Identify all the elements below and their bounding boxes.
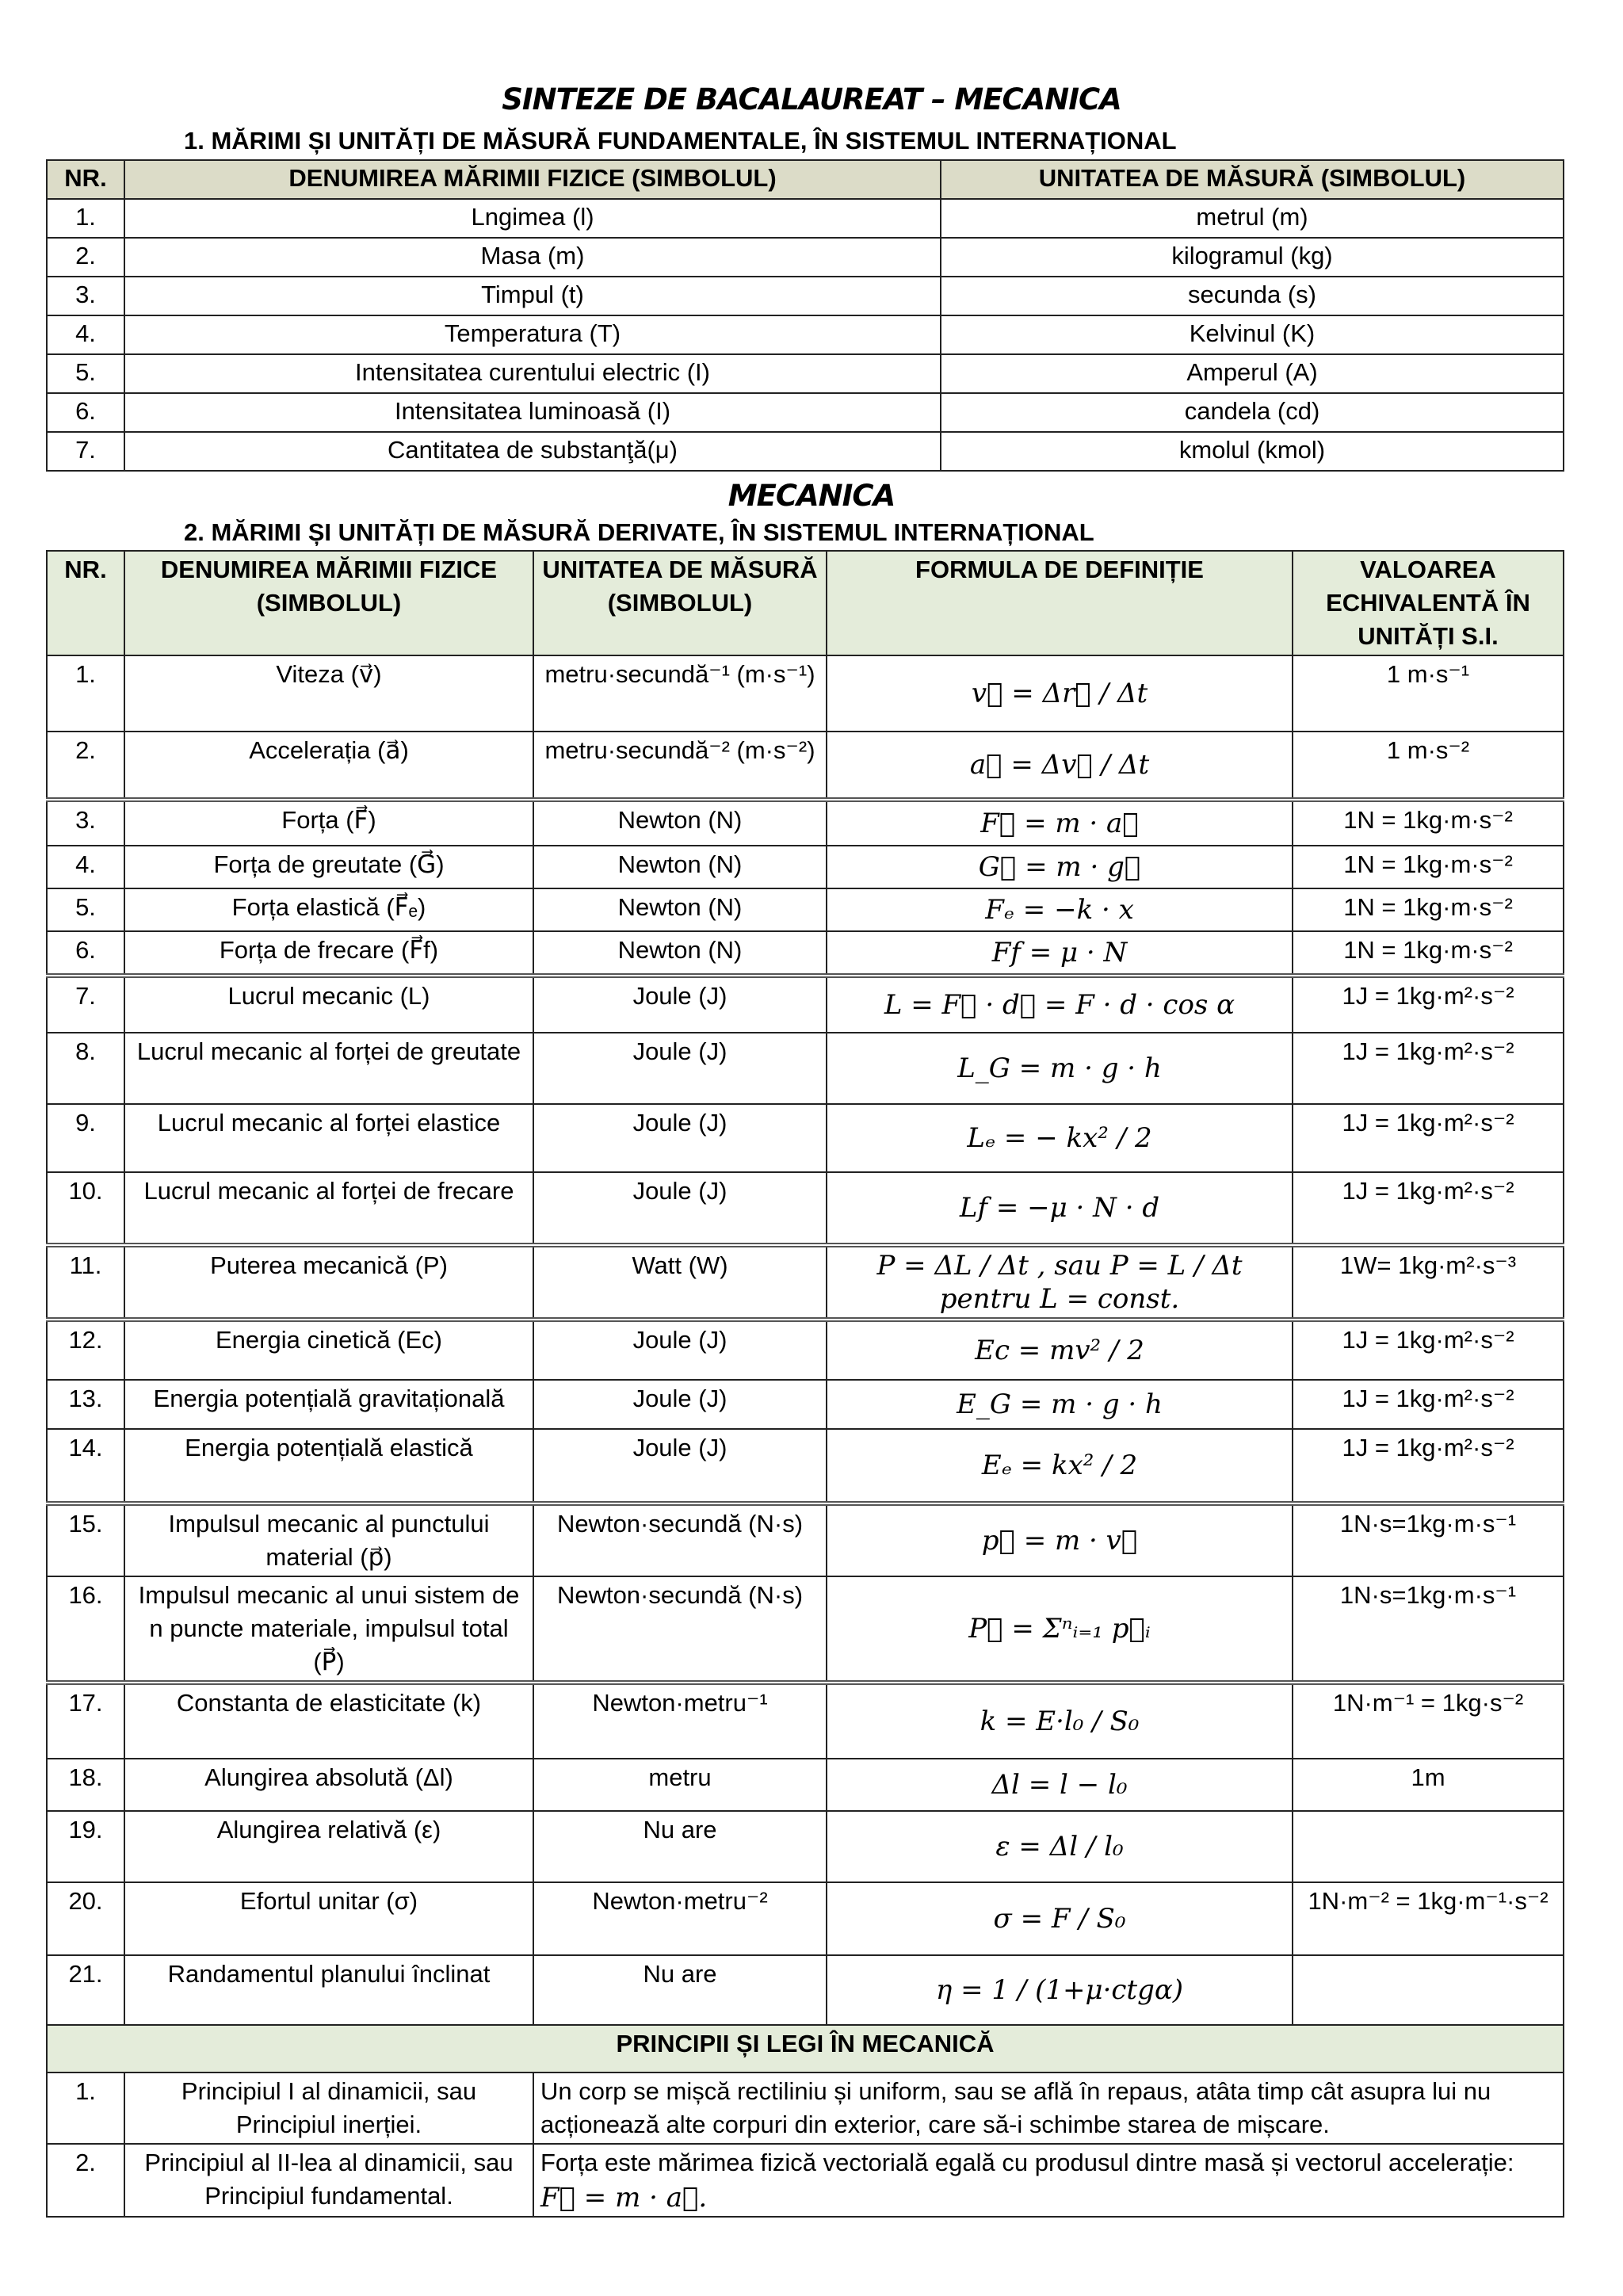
- cell-unit: Newton·secundă (N·s): [533, 1576, 827, 1683]
- cell-si-value: 1 m·s⁻²: [1293, 732, 1564, 800]
- cell-principle-text: [533, 2144, 1564, 2217]
- cell-quantity: Lucrul mecanic al forței de greutate: [124, 1033, 533, 1104]
- cell-unit: kmolul (kmol): [941, 432, 1564, 471]
- derived-units-table: [46, 550, 1564, 2218]
- cell-unit: Newton (N): [533, 931, 827, 976]
- cell-formula: P = ΔL / Δt , sau P = L / Δt pentru L = const.: [827, 1245, 1293, 1320]
- table-row: [47, 277, 1564, 315]
- cell-si-value: 1J = 1kg·m²·s⁻²: [1293, 1172, 1564, 1245]
- table-row: [47, 1811, 1564, 1882]
- cell-quantity: Randamentul planului înclinat: [124, 1955, 533, 2025]
- cell-quantity: Intensitatea curentului electric (I): [124, 354, 941, 393]
- cell-quantity: Puterea mecanică (P): [124, 1245, 533, 1320]
- cell-nr: 1.: [47, 199, 124, 238]
- table-row: [47, 1380, 1564, 1429]
- cell-si-value: 1J = 1kg·m²·s⁻²: [1293, 1104, 1564, 1172]
- cell-nr: 1.: [47, 655, 124, 732]
- cell-si-value: 1 m·s⁻¹: [1293, 655, 1564, 732]
- table-row: [47, 846, 1564, 888]
- cell-nr: 18.: [47, 1759, 124, 1811]
- principle-text: Forța este mărimea fizică vectorială egală cu produsul dintre masă și vectorul accelerație:: [540, 2149, 1514, 2176]
- cell-nr: 3.: [47, 800, 124, 846]
- cell-si-value: 1N·m⁻² = 1kg·m⁻¹·s⁻²: [1293, 1882, 1564, 1955]
- cell-unit: Amperul (A): [941, 354, 1564, 393]
- cell-formula: p⃗ = m · v⃗: [827, 1503, 1293, 1576]
- section1-heading: 1. MĂRIMI ȘI UNITĂȚI DE MĂSURĂ FUNDAMENTALE, ÎN SISTEMUL INTERNAȚIONAL: [184, 127, 1177, 155]
- cell-quantity: Lngimea (l): [124, 199, 941, 238]
- cell-quantity: Viteza (v⃗): [124, 655, 533, 732]
- cell-quantity: Constanta de elasticitate (k): [124, 1683, 533, 1759]
- cell-nr: 3.: [47, 277, 124, 315]
- cell-si-value: 1N·s=1kg·m·s⁻¹: [1293, 1503, 1564, 1576]
- cell-nr: 12.: [47, 1320, 124, 1380]
- cell-nr: 6.: [47, 931, 124, 976]
- header-quantity: DENUMIREA MĂRIMII FIZICE (SIMBOLUL): [124, 160, 941, 199]
- cell-unit: metru·secundă⁻² (m·s⁻²): [533, 732, 827, 800]
- table-row: [47, 800, 1564, 846]
- cell-nr: 19.: [47, 1811, 124, 1882]
- table-row: [47, 1429, 1564, 1503]
- cell-nr: 4.: [47, 315, 124, 354]
- cell-unit: Newton·secundă (N·s): [533, 1503, 827, 1576]
- cell-nr: 5.: [47, 354, 124, 393]
- cell-nr: 21.: [47, 1955, 124, 2025]
- table-row: [47, 732, 1564, 800]
- table-row: [47, 238, 1564, 277]
- cell-si-value: [1293, 1811, 1564, 1882]
- cell-nr: 5.: [47, 888, 124, 931]
- cell-unit: Nu are: [533, 1955, 827, 2025]
- table-row: [47, 1245, 1564, 1320]
- cell-nr: 9.: [47, 1104, 124, 1172]
- table-row: [47, 432, 1564, 471]
- table-row: [47, 888, 1564, 931]
- cell-si-value: 1N = 1kg·m·s⁻²: [1293, 888, 1564, 931]
- cell-formula: F⃗ = m · a⃗: [827, 800, 1293, 846]
- cell-si-value: [1293, 1955, 1564, 2025]
- cell-quantity: Masa (m): [124, 238, 941, 277]
- cell-nr: 10.: [47, 1172, 124, 1245]
- cell-nr: 11.: [47, 1245, 124, 1320]
- cell-quantity: Accelerația (a⃗): [124, 732, 533, 800]
- cell-principle-name: Principiul al II-lea al dinamicii, sau Principiul fundamental.: [124, 2144, 533, 2217]
- cell-quantity: Efortul unitar (σ): [124, 1882, 533, 1955]
- cell-si-value: 1N·m⁻¹ = 1kg·s⁻²: [1293, 1683, 1564, 1759]
- document-title: SINTEZE DE BACALAUREAT – MECANICA: [502, 82, 1121, 117]
- cell-formula: E_G = m · g · h: [827, 1380, 1293, 1429]
- principle-text: Un corp se mișcă rectiliniu și uniform, sau se află în repaus, atâta timp cât asupra lui nu acționează alte corpuri din exterior, care să-i schimbe starea de mișcare.: [540, 2077, 1491, 2138]
- table-row: [47, 1683, 1564, 1759]
- cell-quantity: Alungirea absolută (Δl): [124, 1759, 533, 1811]
- cell-unit: Kelvinul (K): [941, 315, 1564, 354]
- cell-formula: Δl = l − l₀: [827, 1759, 1293, 1811]
- principles-heading: PRINCIPII ȘI LEGI ÎN MECANICĂ: [47, 2025, 1564, 2073]
- table-row: [47, 393, 1564, 432]
- cell-nr: 14.: [47, 1429, 124, 1503]
- principle-row: [47, 2144, 1564, 2217]
- cell-nr: 8.: [47, 1033, 124, 1104]
- cell-nr: 2.: [47, 2144, 124, 2217]
- cell-nr: 6.: [47, 393, 124, 432]
- cell-formula: Eₑ = kx² / 2: [827, 1429, 1293, 1503]
- table-row: [47, 976, 1564, 1033]
- cell-si-value: 1W= 1kg·m²·s⁻³: [1293, 1245, 1564, 1320]
- cell-formula: Lₑ = − kx² / 2: [827, 1104, 1293, 1172]
- cell-nr: 2.: [47, 732, 124, 800]
- fundamental-units-table: [46, 159, 1564, 472]
- cell-si-value: 1J = 1kg·m²·s⁻²: [1293, 976, 1564, 1033]
- cell-quantity: Lucrul mecanic al forței de frecare: [124, 1172, 533, 1245]
- table-row: [47, 315, 1564, 354]
- table-row: [47, 1320, 1564, 1380]
- table-row: [47, 1503, 1564, 1576]
- cell-nr: 13.: [47, 1380, 124, 1429]
- cell-quantity: Impulsul mecanic al punctului material (p⃗): [124, 1503, 533, 1576]
- cell-nr: 1.: [47, 2073, 124, 2144]
- table-row: [47, 1033, 1564, 1104]
- cell-quantity: Lucrul mecanic (L): [124, 976, 533, 1033]
- cell-formula: L_G = m · g · h: [827, 1033, 1293, 1104]
- cell-quantity: Intensitatea luminoasă (I): [124, 393, 941, 432]
- table-row: [47, 1576, 1564, 1683]
- cell-formula: v⃗ = Δr⃗ / Δt: [827, 655, 1293, 732]
- table-row: [47, 931, 1564, 976]
- table-row: [47, 354, 1564, 393]
- principles-header-row: [47, 2025, 1564, 2073]
- cell-nr: 16.: [47, 1576, 124, 1683]
- header-unit: UNITATEA DE MĂSURĂ (SIMBOLUL): [533, 551, 827, 655]
- mid-title: MECANICA: [727, 479, 896, 513]
- cell-quantity: Energia potențială elastică: [124, 1429, 533, 1503]
- cell-formula: Ec = mv² / 2: [827, 1320, 1293, 1380]
- table-row: [47, 1759, 1564, 1811]
- cell-formula: k = E·l₀ / S₀: [827, 1683, 1293, 1759]
- cell-formula: G⃗ = m · g⃗: [827, 846, 1293, 888]
- cell-si-value: 1N·s=1kg·m·s⁻¹: [1293, 1576, 1564, 1683]
- cell-unit: Joule (J): [533, 1380, 827, 1429]
- cell-unit: Joule (J): [533, 1172, 827, 1245]
- cell-unit: Watt (W): [533, 1245, 827, 1320]
- cell-principle-name: Principiul I al dinamicii, sau Principiul inerției.: [124, 2073, 533, 2144]
- cell-unit: candela (cd): [941, 393, 1564, 432]
- cell-formula: P⃗ = Σⁿᵢ₌₁ p⃗ᵢ: [827, 1576, 1293, 1683]
- header-si-value: VALOAREA ECHIVALENTĂ ÎN UNITĂȚI S.I.: [1293, 551, 1564, 655]
- cell-si-value: 1N = 1kg·m·s⁻²: [1293, 846, 1564, 888]
- cell-unit: metru·secundă⁻¹ (m·s⁻¹): [533, 655, 827, 732]
- cell-unit: Newton (N): [533, 888, 827, 931]
- header-quantity: DENUMIREA MĂRIMII FIZICE (SIMBOLUL): [124, 551, 533, 655]
- cell-unit: Joule (J): [533, 1320, 827, 1380]
- cell-unit: Joule (J): [533, 1104, 827, 1172]
- cell-unit: metru: [533, 1759, 827, 1811]
- cell-formula: a⃗ = Δv⃗ / Δt: [827, 732, 1293, 800]
- table-header-row: [47, 160, 1564, 199]
- cell-quantity: Temperatura (T): [124, 315, 941, 354]
- section2-heading: 2. MĂRIMI ȘI UNITĂȚI DE MĂSURĂ DERIVATE, ÎN SISTEMUL INTERNAȚIONAL: [184, 518, 1094, 546]
- table-row: [47, 1882, 1564, 1955]
- cell-unit: Newton·metru⁻¹: [533, 1683, 827, 1759]
- cell-si-value: 1J = 1kg·m²·s⁻²: [1293, 1320, 1564, 1380]
- cell-formula: L = F⃗ · d⃗ = F · d · cos α: [827, 976, 1293, 1033]
- table-row: [47, 1104, 1564, 1172]
- cell-quantity: Timpul (t): [124, 277, 941, 315]
- cell-quantity: Forța (F⃗): [124, 800, 533, 846]
- cell-quantity: Forța de frecare (F⃗f): [124, 931, 533, 976]
- cell-nr: 20.: [47, 1882, 124, 1955]
- cell-quantity: Forța elastică (F⃗ₑ): [124, 888, 533, 931]
- table-row: [47, 1172, 1564, 1245]
- cell-si-value: 1N = 1kg·m·s⁻²: [1293, 800, 1564, 846]
- cell-nr: 2.: [47, 238, 124, 277]
- header-nr: NR.: [47, 160, 124, 199]
- cell-nr: 7.: [47, 432, 124, 471]
- cell-formula: σ = F / S₀: [827, 1882, 1293, 1955]
- cell-formula: Lf = −μ · N · d: [827, 1172, 1293, 1245]
- cell-unit: kilogramul (kg): [941, 238, 1564, 277]
- cell-nr: 7.: [47, 976, 124, 1033]
- cell-quantity: Alungirea relativă (ε): [124, 1811, 533, 1882]
- cell-unit: Newton (N): [533, 846, 827, 888]
- header-unit: UNITATEA DE MĂSURĂ (SIMBOLUL): [941, 160, 1564, 199]
- cell-unit: Nu are: [533, 1811, 827, 1882]
- cell-unit: Newton (N): [533, 800, 827, 846]
- header-nr: NR.: [47, 551, 124, 655]
- table-row: [47, 655, 1564, 732]
- cell-formula: Ff = μ · N: [827, 931, 1293, 976]
- cell-quantity: Energia cinetică (Ec): [124, 1320, 533, 1380]
- cell-principle-text: [533, 2073, 1564, 2144]
- cell-si-value: 1m: [1293, 1759, 1564, 1811]
- cell-quantity: Forța de greutate (G⃗): [124, 846, 533, 888]
- cell-formula: ε = Δl / l₀: [827, 1811, 1293, 1882]
- cell-unit: metrul (m): [941, 199, 1564, 238]
- cell-quantity: Impulsul mecanic al unui sistem de n puncte materiale, impulsul total (P⃗): [124, 1576, 533, 1683]
- cell-si-value: 1N = 1kg·m·s⁻²: [1293, 931, 1564, 976]
- cell-unit: Joule (J): [533, 976, 827, 1033]
- cell-unit: Newton·metru⁻²: [533, 1882, 827, 1955]
- cell-nr: 15.: [47, 1503, 124, 1576]
- cell-unit: Joule (J): [533, 1033, 827, 1104]
- cell-unit: Joule (J): [533, 1429, 827, 1503]
- table-row: [47, 1955, 1564, 2025]
- cell-quantity: Lucrul mecanic al forței elastice: [124, 1104, 533, 1172]
- table-row: [47, 199, 1564, 238]
- cell-si-value: 1J = 1kg·m²·s⁻²: [1293, 1380, 1564, 1429]
- cell-unit: secunda (s): [941, 277, 1564, 315]
- table-header-row: [47, 551, 1564, 655]
- cell-nr: 17.: [47, 1683, 124, 1759]
- cell-nr: 4.: [47, 846, 124, 888]
- cell-si-value: 1J = 1kg·m²·s⁻²: [1293, 1033, 1564, 1104]
- cell-formula: Fₑ = −k · x: [827, 888, 1293, 931]
- principle-row: [47, 2073, 1564, 2144]
- header-formula: FORMULA DE DEFINIȚIE: [827, 551, 1293, 655]
- cell-si-value: 1J = 1kg·m²·s⁻²: [1293, 1429, 1564, 1503]
- cell-quantity: Cantitatea de substanţă(μ): [124, 432, 941, 471]
- cell-formula: η = 1 / (1+μ·ctgα): [827, 1955, 1293, 2025]
- principle-formula: F⃗ = m · a⃗.: [540, 2181, 708, 2214]
- cell-quantity: Energia potențială gravitațională: [124, 1380, 533, 1429]
